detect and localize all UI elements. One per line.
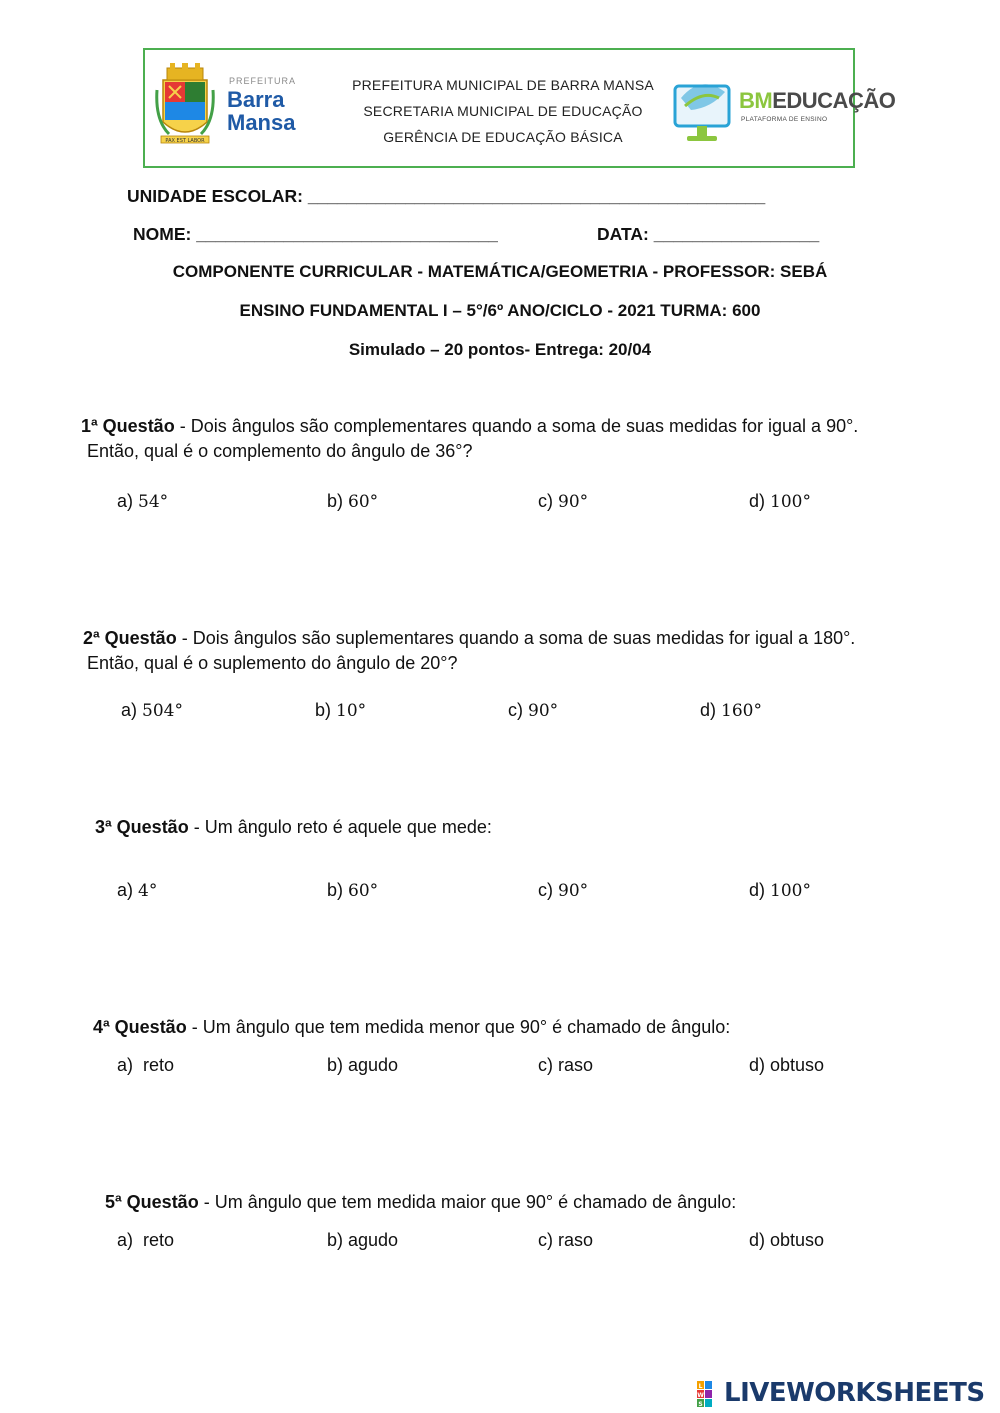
q2-option-c-letter: c) <box>508 700 528 720</box>
q1-option-d[interactable] <box>749 491 811 512</box>
liveworksheets-brand[interactable]: LIVEWORKSHEETS <box>724 1378 985 1408</box>
q5-option-b-letter: b) <box>327 1230 349 1250</box>
componente-curricular: COMPONENTE CURRICULAR - MATEMÁTICA/GEOMETRIA - PROFESSOR: SEBÁ <box>172 262 828 281</box>
q1-option-b-value: 60° <box>348 492 379 512</box>
q3-option-b-value: 60° <box>348 881 379 901</box>
question-2-line-1 <box>83 626 983 651</box>
q5-option-d-letter: d) <box>749 1230 771 1250</box>
q1-option-d-value: 100° <box>770 492 811 512</box>
q5-option-c-letter: c) <box>538 1230 558 1250</box>
q2-option-a-letter: a) <box>121 700 143 720</box>
q1-option-c[interactable] <box>538 491 588 512</box>
q3-option-c-letter: c) <box>538 880 558 900</box>
question-2-title: 2ª Questão <box>83 628 177 648</box>
question-5-title: 5ª Questão <box>105 1192 199 1212</box>
q3-option-d-value: 100° <box>770 881 811 901</box>
nome-blank[interactable]: _______________________________ <box>196 224 498 244</box>
question-5-text-1: - Um ângulo que tem medida maior que 90° é chamado de ângulo: <box>198 1192 737 1212</box>
q1-option-c-letter: c) <box>538 491 558 511</box>
q1-option-a[interactable] <box>117 491 168 512</box>
data-row <box>597 224 819 245</box>
question-4-text-1: - Um ângulo que tem medida menor que 90° é chamado de ângulo: <box>186 1017 731 1037</box>
question-3 <box>95 815 975 840</box>
question-5 <box>105 1190 985 1215</box>
unidade-escolar-blank[interactable]: _______________________________________________ <box>307 186 766 206</box>
lw-mark-letter-2: W <box>697 1392 704 1399</box>
city-name-line2: Mansa <box>227 110 296 135</box>
q4-option-c-letter: c) <box>538 1055 558 1075</box>
q3-option-b-letter: b) <box>327 880 349 900</box>
question-2-text-1: - Dois ângulos são suplementares quando a soma de suas medidas for igual a 180°. <box>176 628 856 648</box>
institution-line-3: GERÊNCIA DE EDUCAÇÃO BÁSICA <box>383 129 623 145</box>
bm-platform-subtitle: PLATAFORMA DE ENSINO <box>741 116 828 123</box>
q4-option-d-letter: d) <box>749 1055 771 1075</box>
question-5-line-1 <box>105 1190 985 1215</box>
q4-option-d[interactable] <box>749 1055 824 1076</box>
q4-option-a-letter: a) <box>117 1055 144 1075</box>
q3-option-b[interactable] <box>327 880 378 901</box>
city-name <box>227 88 327 134</box>
q4-option-b-letter: b) <box>327 1055 349 1075</box>
q2-option-c[interactable] <box>508 700 558 721</box>
q3-option-a-letter: a) <box>117 880 139 900</box>
q5-option-b[interactable] <box>327 1230 398 1251</box>
ensino-fundamental: ENSINO FUNDAMENTAL I – 5°/6º ANO/CICLO - 2021 TURMA: 600 <box>239 301 761 320</box>
q3-option-d[interactable] <box>749 880 811 901</box>
q5-option-a[interactable] <box>117 1230 174 1251</box>
q5-option-a-value: reto <box>143 1230 175 1250</box>
q1-option-a-letter: a) <box>117 491 139 511</box>
question-2-text-2: Então, qual é o suplemento do ângulo de 20°? <box>87 653 458 673</box>
institution-line-1: PREFEITURA MUNICIPAL DE BARRA MANSA <box>352 77 654 93</box>
q4-option-b[interactable] <box>327 1055 398 1076</box>
question-3-title: 3ª Questão <box>95 817 189 837</box>
question-1-text-2: Então, qual é o complemento do ângulo de 36°? <box>87 441 473 461</box>
barra-mansa-crest-icon <box>155 60 215 152</box>
q1-option-a-value: 54° <box>138 492 169 512</box>
question-2 <box>83 626 983 676</box>
q3-option-c-value: 90° <box>558 881 589 901</box>
q5-option-d[interactable] <box>749 1230 824 1251</box>
q5-option-b-value: agudo <box>348 1230 399 1250</box>
q2-option-c-value: 90° <box>528 701 559 721</box>
q1-option-b[interactable] <box>327 491 378 512</box>
q4-option-a-value: reto <box>143 1055 175 1075</box>
q2-option-d-letter: d) <box>700 700 722 720</box>
q1-option-d-letter: d) <box>749 491 771 511</box>
q4-option-b-value: agudo <box>348 1055 399 1075</box>
q5-option-d-value: obtuso <box>770 1230 825 1250</box>
bm-brand-prefix: BM <box>739 88 773 113</box>
data-blank[interactable]: _________________ <box>653 224 820 244</box>
nome-row <box>133 224 498 245</box>
prefeitura-label: PREFEITURA <box>229 76 297 86</box>
liveworksheets-mark-icon <box>697 1381 721 1407</box>
institution-lines <box>343 72 663 150</box>
q5-option-c[interactable] <box>538 1230 593 1251</box>
header-banner <box>143 48 896 168</box>
q2-option-a[interactable] <box>121 700 183 721</box>
question-1-line-1 <box>81 414 981 439</box>
q2-option-b-letter: b) <box>315 700 337 720</box>
simulado-info: Simulado – 20 pontos- Entrega: 20/04 <box>348 340 652 359</box>
unidade-escolar-label: UNIDADE ESCOLAR: <box>127 186 303 206</box>
q1-option-b-letter: b) <box>327 491 349 511</box>
question-3-line-1 <box>95 815 975 840</box>
question-4 <box>93 1015 973 1040</box>
crest-motto: PAX EST LABOR <box>165 138 205 144</box>
q2-option-b[interactable] <box>315 700 366 721</box>
q4-option-d-value: obtuso <box>770 1055 825 1075</box>
q2-option-d-value: 160° <box>721 701 762 721</box>
bm-brand-suffix: EDUCAÇÃO <box>772 88 896 113</box>
q2-option-d[interactable] <box>700 700 762 721</box>
question-3-text-1: - Um ângulo reto é aquele que mede: <box>188 817 492 837</box>
question-1-text-1: - Dois ângulos são complementares quando a soma de suas medidas for igual a 90°. <box>174 416 859 436</box>
institution-line-2: SECRETARIA MUNICIPAL DE EDUCAÇÃO <box>363 103 643 119</box>
q4-option-a[interactable] <box>117 1055 174 1076</box>
data-label: DATA: <box>597 224 649 244</box>
q5-option-c-value: raso <box>558 1230 594 1250</box>
q3-option-a[interactable] <box>117 880 157 901</box>
q4-option-c-value: raso <box>558 1055 594 1075</box>
bm-educacao-brand <box>739 88 895 114</box>
q2-option-a-value: 504° <box>142 701 183 721</box>
lw-mark-letter-3: S <box>698 1401 703 1407</box>
unidade-escolar-row <box>127 186 765 207</box>
nome-label: NOME: <box>133 224 192 244</box>
question-1-title: 1ª Questão <box>81 416 175 436</box>
q1-option-c-value: 90° <box>558 492 589 512</box>
question-1 <box>81 414 981 464</box>
question-4-line-1 <box>93 1015 973 1040</box>
city-name-line1: Barra <box>227 87 285 112</box>
q5-option-a-letter: a) <box>117 1230 144 1250</box>
q3-option-c[interactable] <box>538 880 588 901</box>
question-4-title: 4ª Questão <box>93 1017 187 1037</box>
q2-option-b-value: 10° <box>336 701 367 721</box>
q3-option-d-letter: d) <box>749 880 771 900</box>
q4-option-c[interactable] <box>538 1055 593 1076</box>
lw-mark-letter-1: L <box>698 1383 703 1390</box>
q3-option-a-value: 4° <box>138 881 158 901</box>
